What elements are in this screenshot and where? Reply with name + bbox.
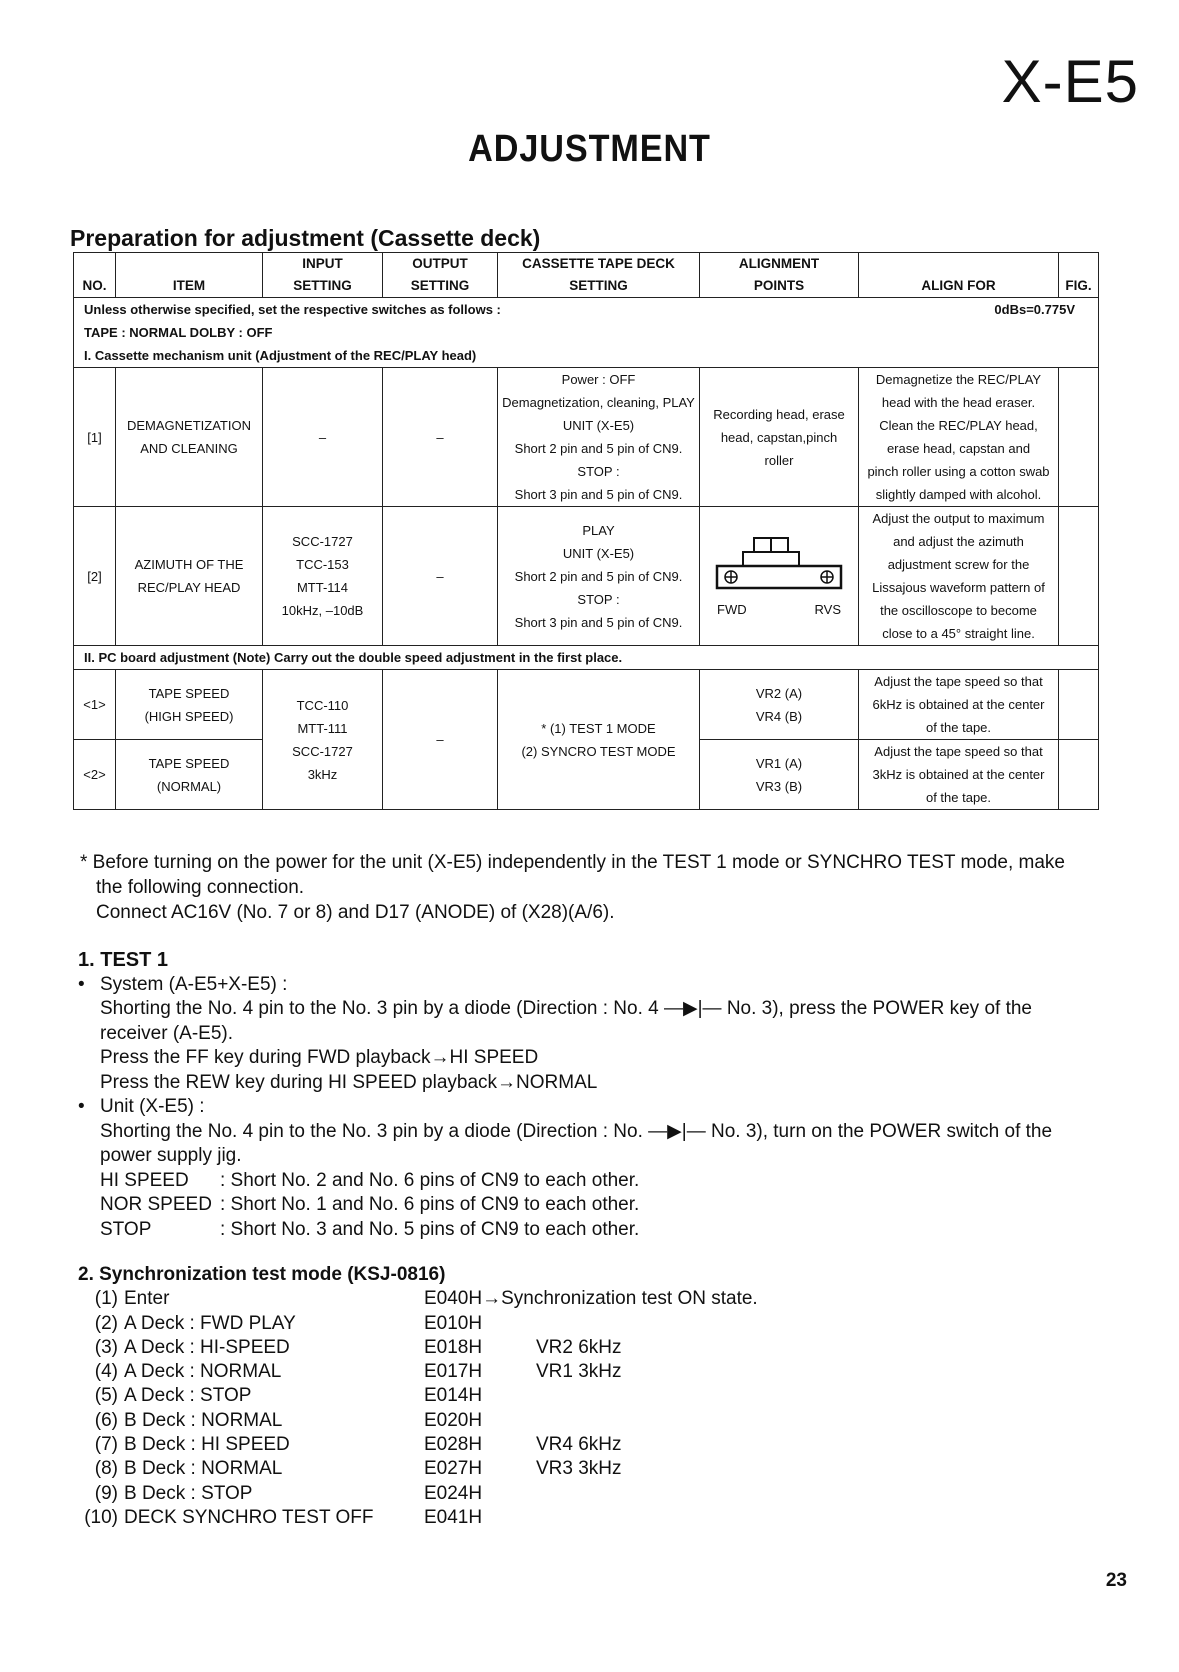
- power-note: * Before turning on the power for the unit (X-E5) independently in the TEST 1 mode or SYNCHRO TEST mode, make the following connection. Connect AC16V (No. 7 or 8) and D17 (ANODE) of (X28)(A/6).: [80, 852, 1065, 923]
- list-item: (7) B Deck : HI SPEED E028H VR4 6kHz: [94, 1434, 622, 1456]
- table-row: [74, 670, 1099, 740]
- row-align-points: VR1 (A) VR3 (B): [700, 740, 859, 810]
- row-fig: [1059, 670, 1099, 740]
- shared-output: –: [383, 670, 498, 810]
- row-item: DEMAGNETIZATION AND CLEANING: [116, 368, 263, 507]
- row-align-for: Adjust the tape speed so that 3kHz is obtained at the center of the tape.: [859, 740, 1059, 810]
- row-fig: [1059, 507, 1099, 646]
- row-input: SCC-1727 TCC-153 MTT-114 10kHz, –10dB: [263, 507, 383, 646]
- page-number: 23: [1105, 1570, 1127, 1591]
- list-item: (6) B Deck : NORMAL E020H: [94, 1409, 483, 1431]
- test1-section: 1. TEST 1 • System (A-E5+X-E5) : Shorting the No. 4 pin to the No. 3 pin by a diode (Direction : No. 4 —▶|— No. 3), press the POWER key of the receiver (A-E5). Press the FF key during FWD playback→HI SPEED Press the REW key during HI SPEED playback→NORMAL • Unit (X-E5) : Shorting the No. 4 pin to the No. 3 pin by a diode (Direction : No. —▶|— No. 3), turn on the POWER switch of the power supply jig. HI SPEED : Short No. 2 and No. 6 pins of CN9 to each other. NOR SPEED : Short No. 1 and No. 6 pins of CN9 to each other. STOP : Short No. 3 and No. 5 pins of CN9 to each other.: [78, 948, 1138, 1242]
- row-fig: [1059, 740, 1099, 810]
- label-rvs: RVS: [814, 601, 841, 617]
- bullet-icon: •: [78, 1096, 85, 1117]
- row-item: TAPE SPEED (NORMAL): [116, 740, 263, 810]
- reference-level: 0dBs=0.775V: [994, 302, 1075, 317]
- row-no: <2>: [74, 740, 116, 810]
- table-row: [74, 368, 1099, 507]
- test1-heading: 1. TEST 1: [78, 949, 169, 971]
- header-output: OUTPUT SETTING: [383, 253, 498, 298]
- list-item: (4) A Deck : NORMAL E017H VR1 3kHz: [94, 1361, 622, 1383]
- row-align-points: VR2 (A) VR4 (B): [700, 670, 859, 740]
- row-input: –: [263, 368, 383, 507]
- list-item: (9) B Deck : STOP E024H: [94, 1482, 483, 1504]
- row-item: TAPE SPEED (HIGH SPEED): [116, 670, 263, 740]
- header-deck: CASSETTE TAPE DECK SETTING: [498, 253, 700, 298]
- row-align-for: Adjust the output to maximum and adjust the azimuth adjustment screw for the Lissajous waveform pattern of the oscilloscope to become close to a 45° straight line.: [859, 507, 1059, 646]
- header-align-for: ALIGN FOR: [859, 253, 1059, 298]
- section-title-preparation: Preparation for adjustment (Cassette deck): [70, 225, 541, 251]
- list-item: (10) DECK SYNCHRO TEST OFF E041H: [84, 1506, 483, 1528]
- page-title: ADJUSTMENT: [468, 128, 711, 170]
- row-deck-setting: Power : OFF Demagnetization, cleaning, PLAY UNIT (X-E5) Short 2 pin and 5 pin of CN9. STOP : Short 3 pin and 5 pin of CN9.: [498, 368, 700, 507]
- row-align-points: Recording head, erase head, capstan,pinch roller: [700, 368, 859, 507]
- left-screw-icon: [725, 571, 737, 583]
- shared-input: TCC-110 MTT-111 SCC-1727 3kHz: [263, 670, 383, 810]
- model-name: X-E5: [1001, 48, 1139, 115]
- bullet-icon: •: [78, 973, 85, 995]
- list-item: (3) A Deck : HI-SPEED E018H VR2 6kHz: [94, 1336, 622, 1358]
- section-pc-board: II. PC board adjustment (Note) Carry out the double speed adjustment in the first place.: [74, 646, 1099, 670]
- mode-line: STOP : Short No. 3 and No. 5 pins of CN9 to each other.: [100, 1218, 640, 1240]
- row-align-for: Demagnetize the REC/PLAY head with the head eraser. Clean the REC/PLAY head, erase head, capstan and pinch roller using a cotton swab slightly damped with alcohol.: [859, 368, 1059, 507]
- row-align-points: [700, 507, 859, 646]
- mode-line: HI SPEED : Short No. 2 and No. 6 pins of CN9 to each other.: [100, 1169, 640, 1191]
- right-screw-icon: [821, 571, 833, 583]
- header-input: INPUT SETTING: [263, 253, 383, 298]
- header-no: NO.: [74, 253, 116, 298]
- header-align-points: ALIGNMENT POINTS: [700, 253, 859, 298]
- list-item: (1) Enter E040H→Synchronization test ON state.: [94, 1288, 758, 1310]
- row-align-for: Adjust the tape speed so that 6kHz is obtained at the center of the tape.: [859, 670, 1059, 740]
- row-output: –: [383, 368, 498, 507]
- row-no: [1]: [74, 368, 116, 507]
- list-item: (2) A Deck : FWD PLAY E010H: [94, 1312, 483, 1334]
- table-row: [74, 507, 1099, 646]
- list-item: (5) A Deck : STOP E014H: [94, 1385, 483, 1407]
- header-fig: FIG.: [1059, 253, 1099, 298]
- row-fig: [1059, 368, 1099, 507]
- mode-line: NOR SPEED : Short No. 1 and No. 6 pins of CN9 to each other.: [100, 1194, 640, 1215]
- table-header-row: [74, 253, 1099, 298]
- label-fwd: FWD: [717, 601, 747, 617]
- shared-deck-setting: * (1) TEST 1 MODE (2) SYNCRO TEST MODE: [498, 670, 700, 810]
- sync-heading: 2. Synchronization test mode (KSJ-0816): [78, 1264, 446, 1285]
- sync-section: [78, 1263, 758, 1530]
- row-item: AZIMUTH OF THE REC/PLAY HEAD: [116, 507, 263, 646]
- general-conditions: Unless otherwise specified, set the respective switches as follows : 0dBs=0.775V TAPE : NORMAL DOLBY : OFF I. Cassette mechanism unit (Adjustment of the REC/PLAY head): [74, 298, 1099, 368]
- row-no: <1>: [74, 670, 116, 740]
- adjustment-table: [73, 252, 1099, 810]
- row-output: –: [383, 507, 498, 646]
- head-azimuth-diagram: [709, 536, 849, 598]
- row-deck-setting: PLAY UNIT (X-E5) Short 2 pin and 5 pin of CN9. STOP : Short 3 pin and 5 pin of CN9.: [498, 507, 700, 646]
- section-row: [74, 646, 1099, 670]
- header-item: ITEM: [116, 253, 263, 298]
- general-conditions-row: [74, 298, 1099, 368]
- list-item: (8) B Deck : NORMAL E027H VR3 3kHz: [94, 1458, 622, 1480]
- row-no: [2]: [74, 507, 116, 646]
